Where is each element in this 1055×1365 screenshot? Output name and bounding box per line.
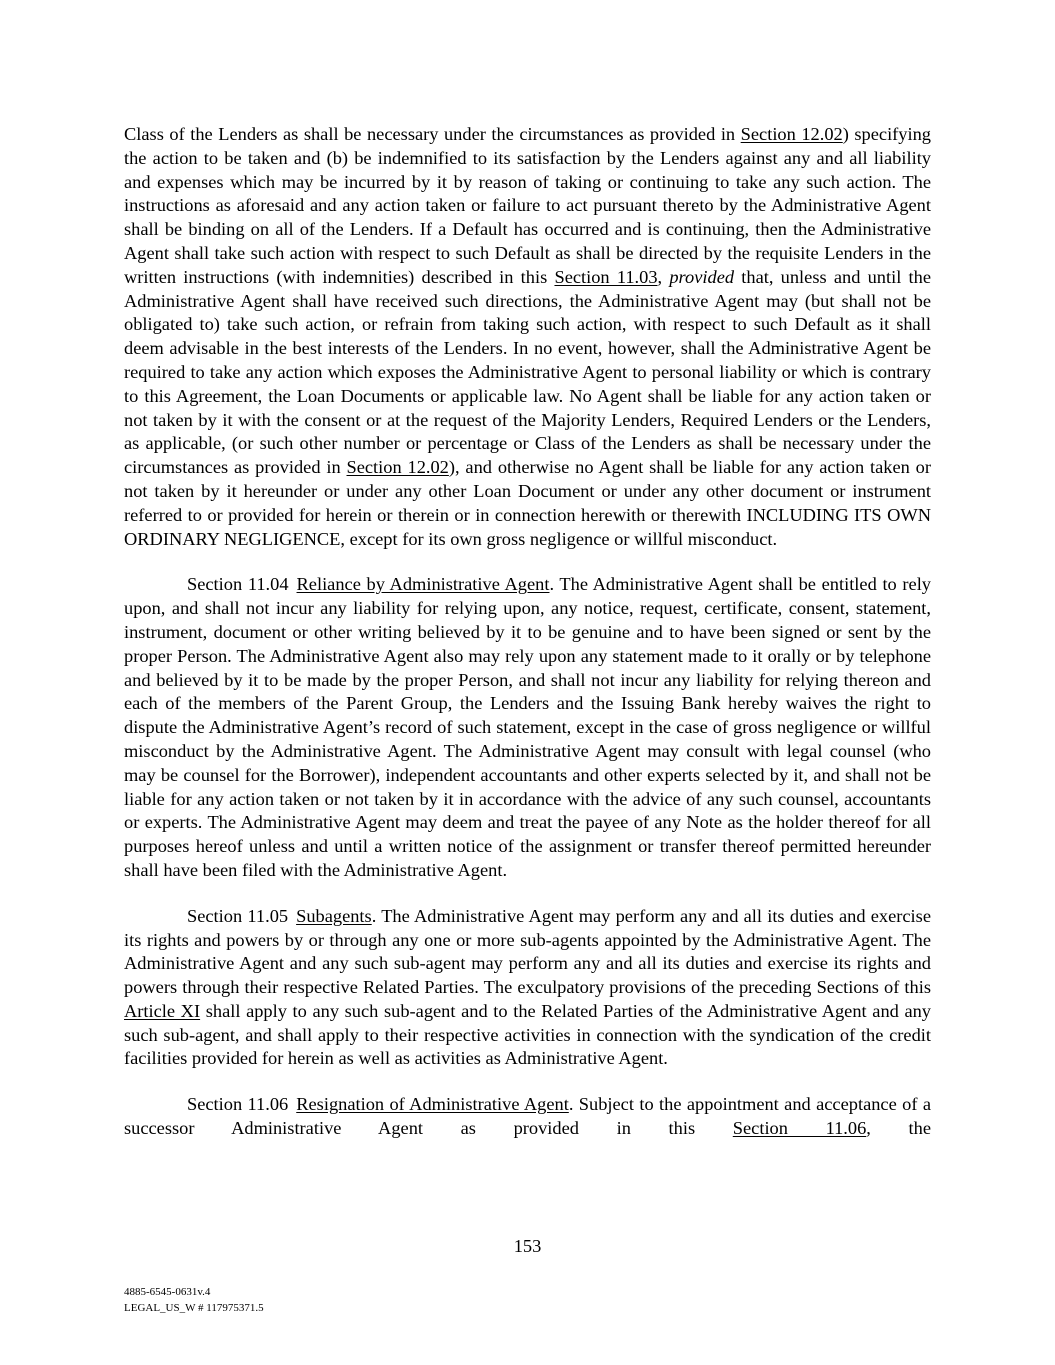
section-11-06-reference: Section 11.06 <box>732 1118 867 1139</box>
section-body: . The Administrative Agent may perform any and all its duties and exercise its rights and powers by or through any one or more sub-agents appointed by the Administrative Agent. The Administrative Agent and any such sub-agent may perform any and all its duties and exercise its rights and powers through their respective Related Parties. The exculpatory provisions of the preceding Sections of this <box>124 905 931 998</box>
text-run: Class of the Lenders as shall be necessary under the circumstances as provided in <box>124 124 741 144</box>
section-body: , the <box>866 1118 932 1139</box>
section-heading: Resignation of Administrative Agent <box>296 1094 569 1115</box>
text-run: ) specifying the action to be taken and (b) be indemnified to its satisfaction by the Lenders against any and all liability and expenses which may be incurred by it by reason of taking or continuing to take any such action. The instructions as aforesaid and any action taken or failure to act pursuant thereto by the Administrative Agent shall be binding on all of the Lenders. If a Default has occurred and is continuing, then the Administrative Agent shall take such action with respect to such Default as shall be directed by the requisite Lenders in the written instructions (with indemnities) described in this <box>124 124 931 287</box>
document-footer <box>124 1284 264 1316</box>
section-12-02-reference: Section 12.02 <box>740 124 843 144</box>
section-11-06-paragraph <box>124 1093 931 1141</box>
text-run: that, unless and until the Administrative Agent shall have received such directions, the Administrative Agent may (but shall not be obligated to) take such action, or refrain from taking such action, with respect to such Default as it shall deem advisable in the best interests of the Lenders. In no event, however, shall the Administrative Agent be required to take any action which exposes the Administrative Agent to personal liability or which is contrary to this Agreement, the Loan Documents or applicable law. No Agent shall be liable for any action taken or not taken by it with the consent or at the request of the Majority Lenders, Required Lenders or the Lenders, as applicable, (or such other number or percentage or Class of the Lenders as shall be necessary under the circumstances as provided in <box>124 266 931 478</box>
section-body: shall apply to any such sub-agent and to the Related Parties of the Administrative Agent and any such sub-agent, and shall apply to their respective activities in connection with the syndication of the credit facilities provided for herein as well as activities as Administrative Agent. <box>124 1000 932 1069</box>
document-body <box>124 123 931 1141</box>
continued-paragraph <box>124 123 931 551</box>
section-11-04-paragraph <box>124 573 931 882</box>
provided-term: provided <box>669 266 735 287</box>
section-heading: Reliance by Administrative Agent <box>296 574 550 595</box>
section-number: Section 11.05 <box>187 905 289 926</box>
text-run: ), and otherwise no Agent shall be liable for any action taken or not taken by it hereunder or under any other Loan Document or under any other document or instrument referred to or provided for herein or therein or in connection herewith or therewith INCLUDING ITS OWN ORDINARY NEGLIGENCE, except for its own gross negligence or willful misconduct. <box>124 457 931 549</box>
section-number: Section 11.04 <box>187 574 289 595</box>
section-11-03-reference: Section 11.03 <box>554 266 658 287</box>
section-number: Section 11.06 <box>187 1094 289 1115</box>
section-heading: Subagents <box>296 905 372 926</box>
document-id: 4885-6545-0631v.4 <box>124 1286 211 1298</box>
section-body: . Subject to the appointment and acceptance of a successor Administrative Agent as provided in this <box>124 1094 931 1139</box>
section-body: . The Administrative Agent shall be entitled to rely upon, and shall not incur any liability for relying upon, any notice, request, certificate, consent, statement, instrument, document or other writing believed by it to be genuine and to have been signed or sent by the proper Person. The Administrative Agent also may rely upon any statement made to it orally or by telephone and believed by it to be made by the proper Person, and shall not incur any liability for relying thereon and each of the members of the Parent Group, the Lenders and the Issuing Bank hereby waives the right to dispute the Administrative Agent’s record of such statement, except in the case of gross negligence or willful misconduct by the Administrative Agent. The Administrative Agent may consult with legal counsel (who may be counsel for the Borrower), independent accountants and other experts selected by it, and shall not be liable for any action taken or not taken by it in accordance with the advice of any such counsel, accountants or experts. The Administrative Agent may deem and treat the payee of any Note as the holder thereof for all purposes hereof unless and until a written notice of the assignment or transfer thereof permitted hereunder shall have been filed with the Administrative Agent. <box>124 574 931 880</box>
section-11-05-paragraph <box>124 905 931 1072</box>
text-run: , <box>657 266 670 287</box>
legal-id: LEGAL_US_W # 117975371.5 <box>124 1302 264 1314</box>
article-xi-reference: Article XI <box>124 1000 201 1021</box>
section-12-02-reference: Section 12.02 <box>346 457 449 478</box>
page-number: 153 <box>513 1236 542 1256</box>
